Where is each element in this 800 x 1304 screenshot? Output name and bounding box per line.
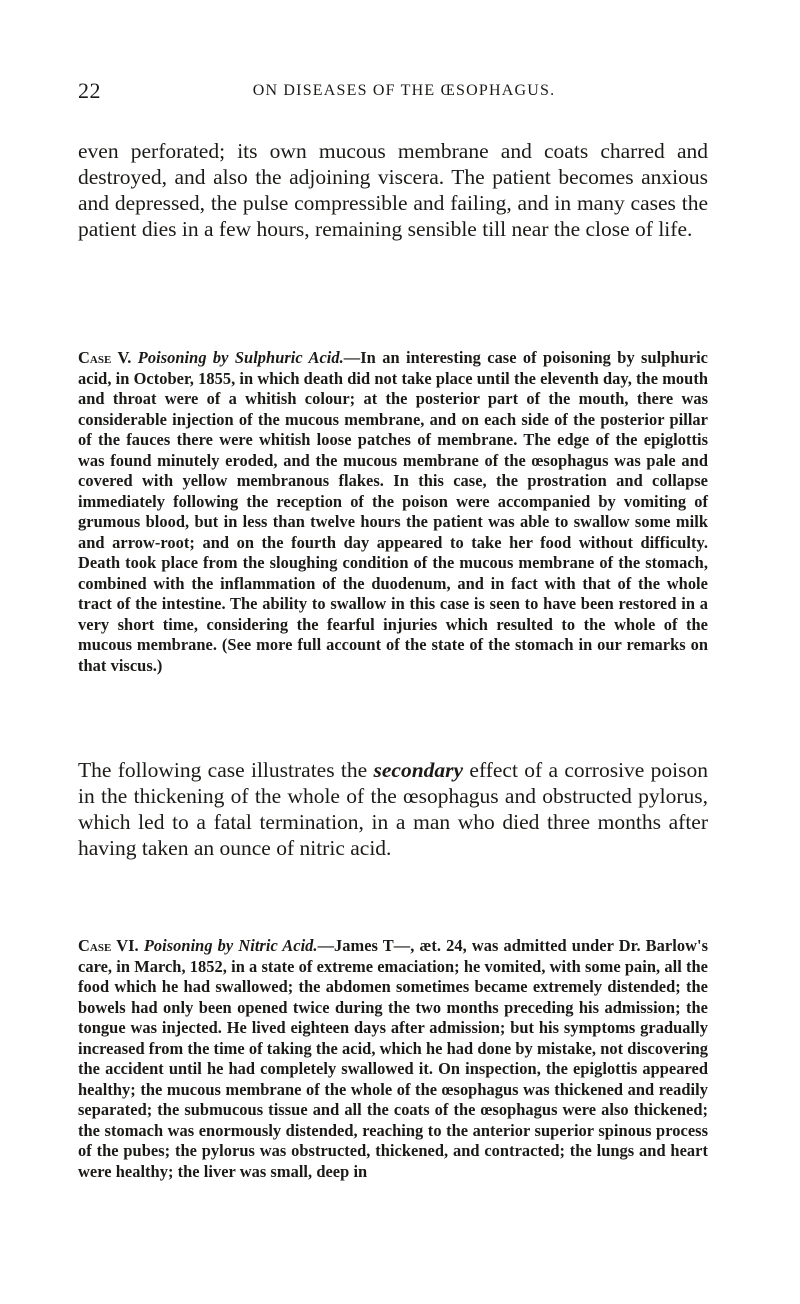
paragraph-secondary-effect: [78, 757, 708, 861]
paragraph-intro: [78, 138, 708, 242]
p3-after: effect of a corrosive poison in the thickening of the whole of the œsophagus and obstructed pylorus, which led to a fatal termination, in a man who died three months after having taken an ounce of nitric acid.: [78, 758, 708, 860]
case-6-body: [78, 936, 708, 1182]
case-5-text: —In an interesting case of poisoning by sulphuric acid, in October, 1855, in which death did not take place until the eleventh day, the mouth and throat were of a whitish colour; at the posterior part of the mouth, there was considerable injection of the mucous membrane, and on each side of the posterior pillar of the fauces there were whitish loose patches of membrane. The edge of the epiglottis was found minutely eroded, and the mucous membrane of the œsophagus was pale and covered with yellow membranous flakes. In this case, the prostration and collapse immediately following the reception of the poison were accompanied by vomiting of grumous blood, but in less than twelve hours the patient was able to swallow some milk and arrow-root; and on the fourth day appeared to take her food without difficulty. Death took place from the sloughing condition of the mucous membrane of the stomach, combined with the inflammation of the duodenum, and in fact with that of the whole tract of the intestine. The ability to swallow in this case is seen to have been restored in a very short time, considering the fearful injuries which resulted to the whole of the mucous membrane. (See more full account of the state of the stomach in our remarks on that viscus.): [78, 348, 708, 675]
p3-emphasis: secondary: [373, 758, 464, 782]
case-6-title: Poisoning by Nitric Acid.: [143, 936, 318, 955]
running-title: ON DISEASES OF THE ŒSOPHAGUS.: [252, 82, 556, 99]
case-5-paragraph: [78, 348, 708, 676]
p3-before: The following case illustrates the: [78, 758, 374, 782]
case-6-paragraph: [78, 936, 708, 1182]
case-5-label: Case V.: [78, 348, 132, 367]
paragraph-secondary-effect-body: [78, 757, 708, 861]
case-5-body: [78, 348, 708, 676]
case-5-title: Poisoning by Sulphuric Acid.: [137, 348, 344, 367]
page-number: 22: [78, 78, 101, 103]
case-6-text: —James T—, æt. 24, was admitted under Dr. Barlow's care, in March, 1852, in a state of extreme emaciation; he vomited, with some pain, all the food which he had swallowed; the abdomen sometimes became extremely distended; the bowels had only been opened twice during the two months preceding his admission; the tongue was injected. He lived eighteen days after admission; but his symptoms gradually increased from the time of taking the acid, which he had done by mistake, not discovering the accident until he had completely swallowed it. On inspection, the epiglottis appeared healthy; the mucous membrane of the whole of the œsophagus was thickened and readily separated; the submucous tissue and all the coats of the œsophagus were also thickened; the stomach was enormously distended, reaching to the anterior superior spinous process of the pubes; the pylorus was obstructed, thickened, and contracted; the lungs and heart were healthy; the liver was small, deep in: [78, 936, 709, 1181]
case-6-label: Case VI.: [78, 936, 139, 955]
running-head: [78, 78, 730, 108]
paragraph-intro-text: even perforated; its own mucous membrane and coats charred and destroyed, and also the adjoining viscera. The patient becomes anxious and depressed, the pulse compressible and failing, and in many cases the patient dies in a few hours, remaining sensible till near the close of life.: [78, 139, 708, 241]
